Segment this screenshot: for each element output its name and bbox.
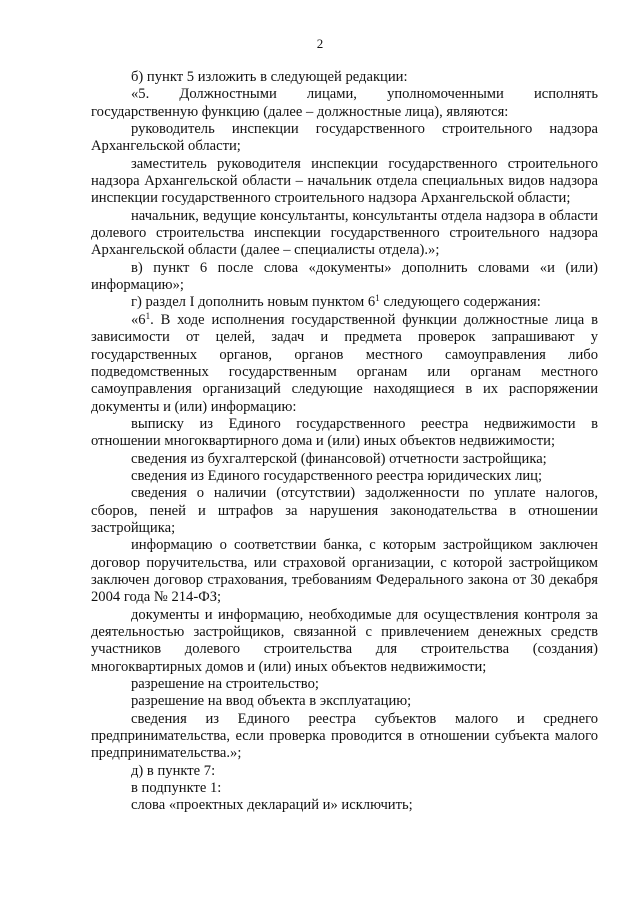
new-clause-6-1	[91, 312, 598, 416]
official-department-specialists: начальник, ведущие консультанты, консультанты отдела надзора в области долевого строительства инспекции государственного строительного надзора Архангельской области (далее – специалисты отдела).»;	[91, 207, 598, 259]
request-item-building-permit: разрешение на строительство;	[131, 676, 319, 693]
request-item-sme-registry: сведения из Единого реестра субъектов малого и среднего предпринимательства, если проверка проводится в отношении субъекта малого предпринимательства.»;	[91, 710, 598, 762]
request-item-control-documents: документы и информацию, необходимые для осуществления контроля за деятельностью застройщиков, связанной с привлечением денежных средств участников долевого строительства для строительства (создания) многоквартирных домов и (или) иных объектов недвижимости;	[91, 606, 598, 675]
amendment-item-g-text: г) раздел I дополнить новым пунктом 6	[131, 294, 376, 311]
request-item-commissioning-permit: разрешение на ввод объекта в эксплуатацию;	[131, 693, 412, 710]
subclause-1-change: слова «проектных деклараций и» исключить;	[131, 797, 413, 814]
amendment-item-v: в) пункт 6 после слова «документы» дополнить словами «и (или) информацию»;	[91, 259, 598, 294]
new-clause-6-1-text: . В ходе исполнения государственной функции должностные лица в зависимости от целей, задач и предмета проверок запрашивают у государственных органов, органов местного самоуправления либо подведомственных государственным органам или органам местного самоуправления организаций следующие находящиеся в их распоряжении документы и (или) информацию:	[91, 311, 598, 415]
amendment-item-g-superscript: 1	[375, 293, 380, 304]
official-deputy-head: заместитель руководителя инспекции государственного строительного надзора Архангельской области – начальник отдела специальных видов надзора инспекции государственного строительного надзора Архангельской области;	[91, 155, 598, 207]
request-item-bank-compliance: информацию о соответствии банка, с которым застройщиком заключен договор поручительства, или страховой организации, с которой застройщиком заключен договор страхования, требованиям Федерального закона от 30 декабря 2004 года № 214-ФЗ;	[91, 537, 598, 606]
request-item-real-estate-registry: выписку из Единого государственного реестра недвижимости в отношении многоквартирного дома и (или) иных объектов недвижимости;	[91, 415, 598, 450]
page-number: 2	[316, 36, 324, 51]
subclause-1-heading: в подпункте 1:	[131, 780, 222, 797]
amendment-item-b: б) пункт 5 изложить в следующей редакции:	[131, 69, 408, 85]
amendment-item-g-text-end: следующего содержания:	[379, 294, 541, 311]
document-body	[91, 69, 598, 815]
request-item-accounting-statements: сведения из бухгалтерской (финансовой) отчетности застройщика;	[131, 450, 547, 467]
official-head-of-inspection: руководитель инспекции государственного строительного надзора Архангельской области;	[91, 121, 598, 155]
new-clause-6-1-number: «6	[131, 311, 146, 328]
amendment-item-d: д) в пункте 7:	[131, 762, 216, 779]
officials-definition-paragraph: «5. Должностными лицами, уполномоченными исполнять государственную функцию (далее – должностные лица), являются:	[91, 86, 598, 120]
request-item-tax-debt: сведения о наличии (отсутствии) задолженности по уплате налогов, сборов, пеней и штрафов за нарушения законодательства в отношении застройщика;	[91, 485, 598, 536]
amendment-item-g	[91, 294, 598, 311]
new-clause-6-1-superscript: 1	[145, 310, 151, 321]
request-item-legal-entities-registry: сведения из Единого государственного реестра юридических лиц;	[131, 467, 543, 484]
